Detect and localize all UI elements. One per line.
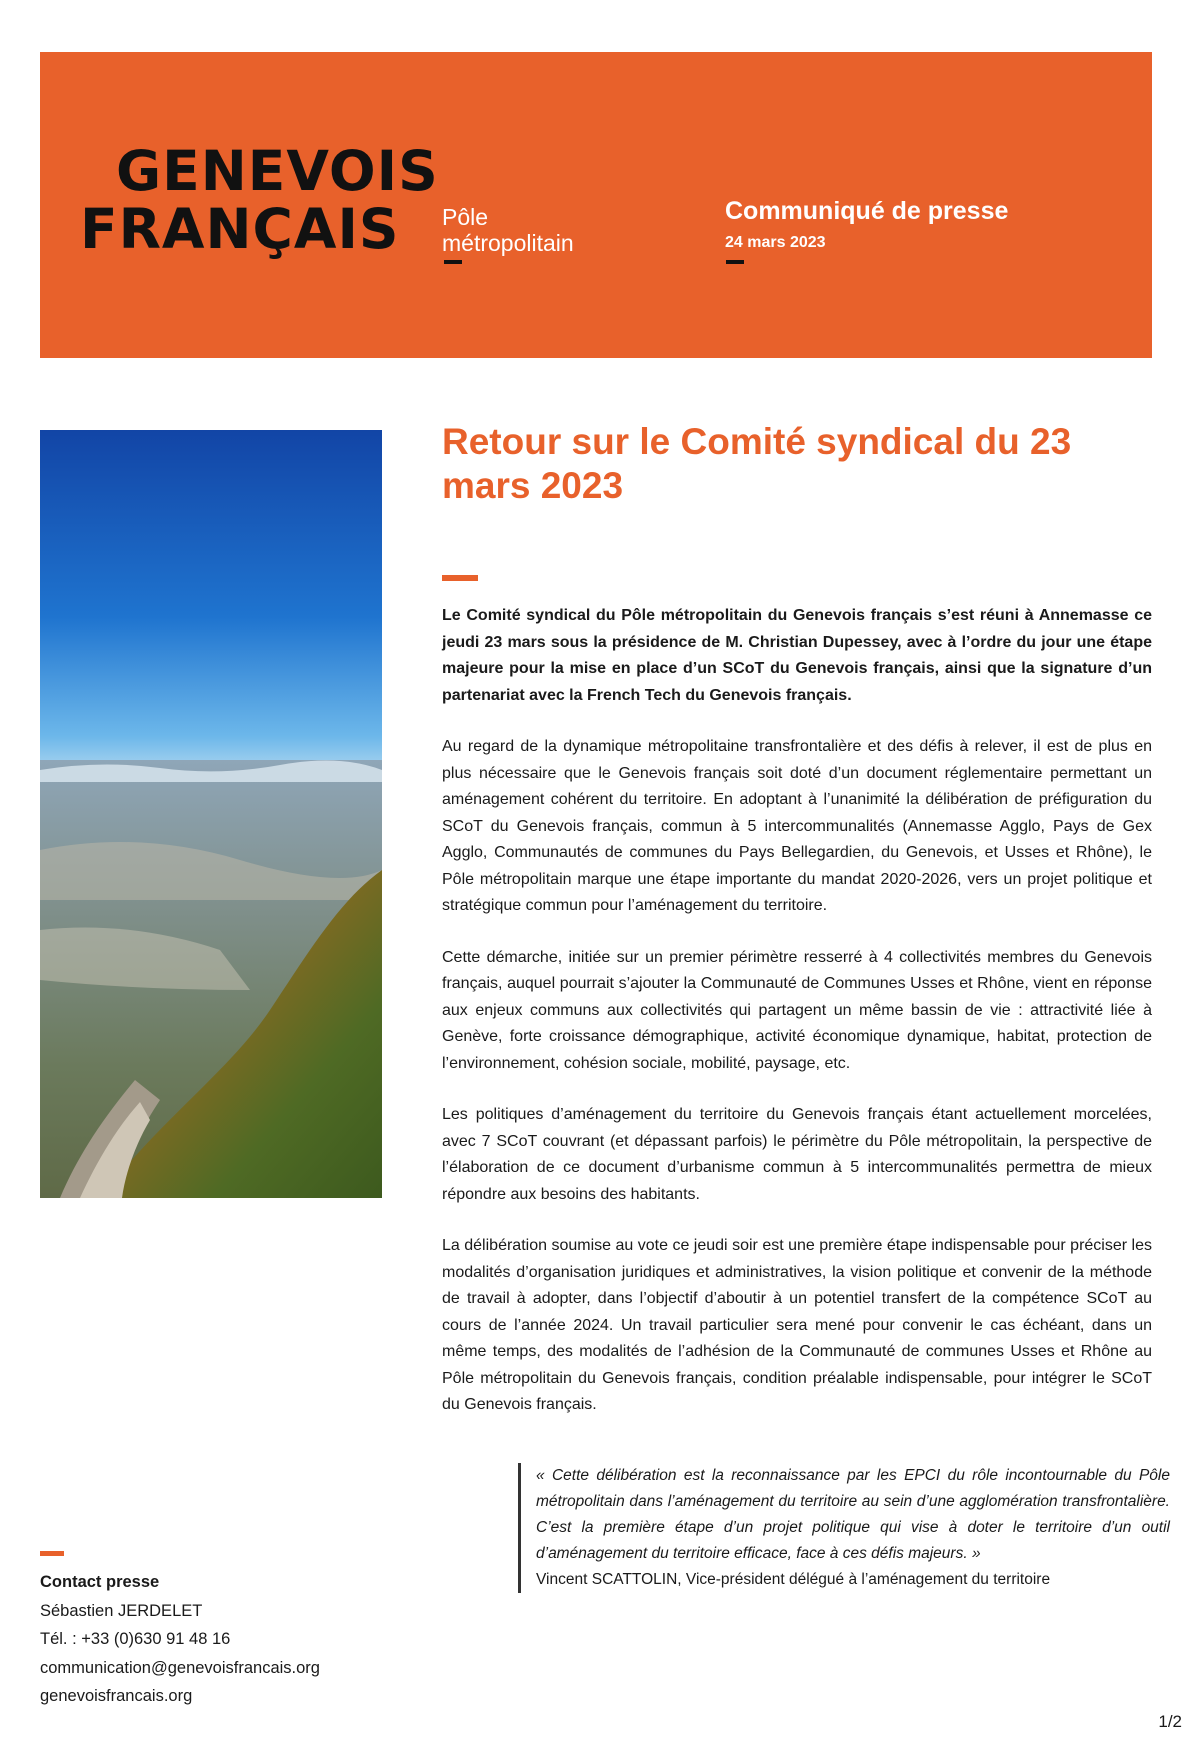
contact-website: genevoisfrancais.org — [40, 1687, 193, 1705]
logo-wordmark-line2: FRANÇAIS — [80, 197, 400, 261]
quote-author: Vincent SCATTOLIN, Vice-président délégué à l’aménagement du territoire — [536, 1571, 1051, 1588]
body-paragraph: Au regard de la dynamique métropolitaine transfrontalière et des défis à relever, il est de plus en plus nécessaire que le Genevois français soit doté d’un document réglementaire permettant un aménagement cohérent du territoire. En adoptant à l’unanimité la délibération de préfiguration du SCoT du Genevois français, commun à 5 intercommunalités (Annemasse Agglo, Pays de Gex Agglo, Communautés de communes du Pays Bellegardien, du Genevois, et Usses et Rhône), le Pôle métropolitain marque une étape importante du mandat 2020-2026, vers un projet politique et stratégique commun pour l’aménagement du territoire. — [442, 738, 1152, 914]
page-number: 1/2 — [1158, 1712, 1182, 1731]
quote-block — [518, 1463, 1170, 1593]
body-paragraph: Cette démarche, initiée sur un premier périmètre resserré à 4 collectivités membres du Genevois français, auquel pourrait s’ajouter la Communauté de Communes Usses et Rhône, vient en réponse aux enjeux communs aux collectivités qui partagent un même bassin de vie : attractivité liée à Genève, forte croissance démographique, activité économique dynamique, habitat, protection de l’environnement, cohésion sociale, mobilité, paysage, etc. — [442, 948, 1152, 1072]
article-title: Retour sur le Comité syndical du 23 mars 2023 — [442, 421, 1072, 506]
logo-subtitle-line1: Pôle — [442, 204, 489, 230]
press-dash — [726, 260, 744, 264]
press-release-label: Communiqué de presse — [725, 197, 1009, 225]
press-release-date: 24 mars 2023 — [725, 234, 826, 251]
logo-wordmark-line1: GENEVOIS — [116, 139, 439, 203]
title-dash — [442, 575, 478, 581]
article-body — [442, 603, 1152, 1444]
body-paragraph: Les politiques d’aménagement du territoire du Genevois français étant actuellement morcelées, avec 7 SCoT couvrant (et dépassant parfois) le périmètre du Pôle métropolitain, la perspective de l’élaboration de ce document d’urbanisme commun à 5 intercommunalités permettra de mieux répondre aux besoins des habitants. — [442, 1106, 1152, 1203]
contact-name: Sébastien JERDELET — [40, 1601, 203, 1620]
landscape-photo — [40, 430, 382, 1198]
header-banner — [40, 52, 1152, 358]
quote-text: « Cette délibération est la reconnaissance par les EPCI du rôle incontournable du Pôle métropolitain dans l’aménagement du territoire au sein d’une agglomération transfrontalière. C’est la première étape d’un projet politique qui vise à doter le territoire d’un outil d’aménagement du territoire efficace, face à ces défis majeurs. » — [536, 1467, 1170, 1562]
contact-dash — [40, 1551, 64, 1556]
contact-title: Contact presse — [40, 1573, 160, 1591]
press-contact — [40, 1568, 320, 1711]
logo-subtitle — [442, 204, 574, 256]
logo-subtitle-line2: métropolitain — [442, 230, 574, 256]
logo-dash — [444, 260, 462, 264]
lead-paragraph: Le Comité syndical du Pôle métropolitain du Genevois français s’est réuni à Annemasse ce jeudi 23 mars sous la présidence de M. Christian Dupessey, avec à l’ordre du jour une étape majeure pour la mise en place d’un SCoT du Genevois français, ainsi que la signature d’un partenariat avec la French Tech du Genevois français. — [442, 607, 1152, 704]
body-paragraph: La délibération soumise au vote ce jeudi soir est une première étape indispensable pour préciser les modalités d’organisation juridiques et administratives, la vision politique et convenir de la méthode de travail à adopter, dans l’objectif d’aboutir à un potentiel transfert de la compétence SCoT au cours de l’année 2024. Un travail particulier sera mené pour convenir le cas échéant, dans un même temps, des modalités de l’adhésion de la Communauté de communes Usses et Rhône au Pôle métropolitain du Genevois français, condition préalable indispensable, pour intégrer le SCoT du Genevois français. — [442, 1237, 1152, 1413]
contact-phone: Tél. : +33 (0)630 91 48 16 — [40, 1630, 231, 1648]
contact-email: communication@genevoisfrancais.org — [40, 1658, 320, 1677]
